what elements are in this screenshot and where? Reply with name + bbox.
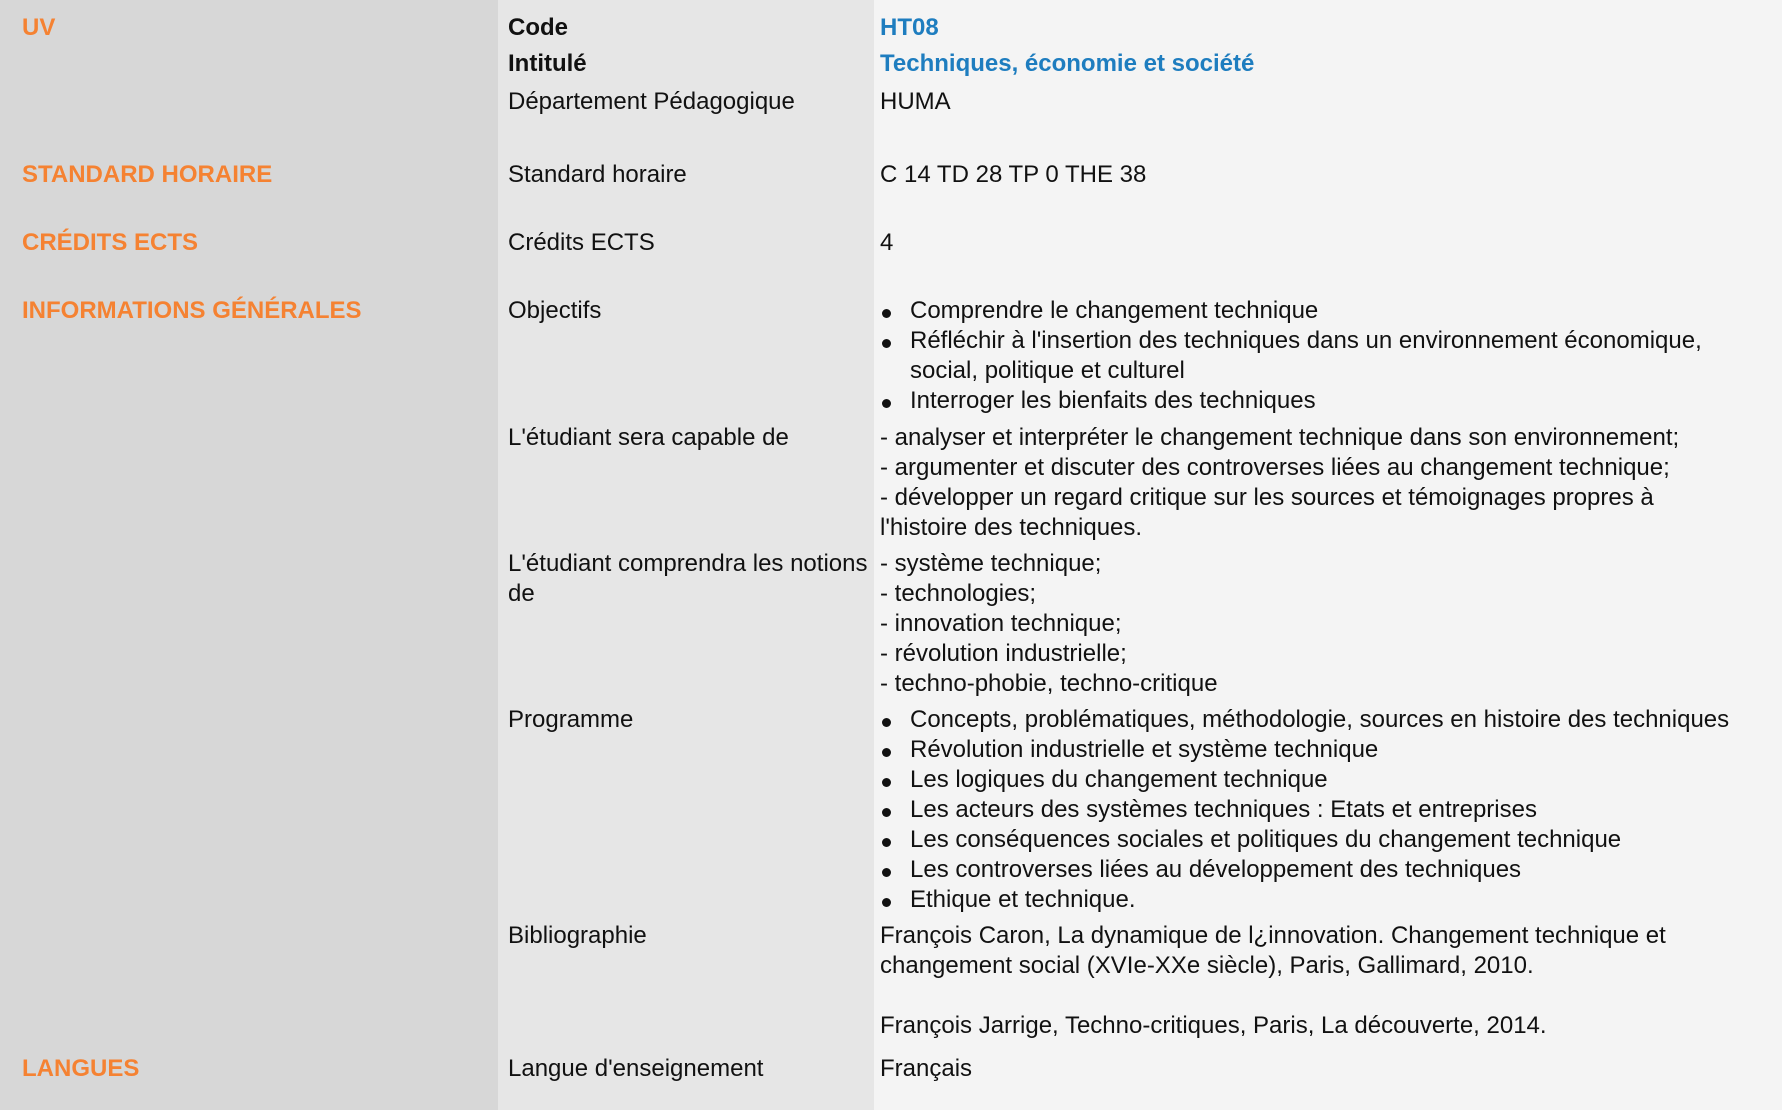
list-item: Les acteurs des systèmes techniques : Etats et entreprises <box>880 795 1729 825</box>
value-credits-ects: 4 <box>880 229 894 256</box>
label-bibliographie: Bibliographie <box>508 922 647 949</box>
section-standard-horaire: STANDARD HORAIRE <box>22 161 273 188</box>
list-item: - développer un regard critique sur les sources et témoignages propres à <box>880 484 1654 511</box>
list-item: Réfléchir à l'insertion des techniques dans un environnement économique, <box>880 326 1702 356</box>
value-standard-horaire: C 14 TD 28 TP 0 THE 38 <box>880 161 1147 188</box>
list-item: Concepts, problématiques, méthodologie, sources en histoire des techniques <box>880 705 1729 735</box>
section-credits-ects: CRÉDITS ECTS <box>22 229 199 256</box>
label-credits-ects: Crédits ECTS <box>508 229 655 256</box>
label-capable: L'étudiant sera capable de <box>508 424 789 451</box>
label-programme: Programme <box>508 706 634 733</box>
value-langue: Français <box>880 1055 973 1082</box>
list-item: Interroger les bienfaits des techniques <box>880 386 1702 416</box>
label-objectifs: Objectifs <box>508 297 602 324</box>
section-langues: LANGUES <box>22 1055 140 1082</box>
value-departement: HUMA <box>880 88 951 115</box>
notions-list <box>880 549 1218 699</box>
label-langue: Langue d'enseignement <box>508 1055 764 1082</box>
label-standard-horaire: Standard horaire <box>508 161 687 188</box>
value-code: HT08 <box>880 14 939 41</box>
capable-list <box>880 423 1679 543</box>
list-item: Les logiques du changement technique <box>880 765 1729 795</box>
list-item: l'histoire des techniques. <box>880 514 1143 541</box>
value-intitule: Techniques, économie et société <box>880 50 1255 77</box>
bibliographie-list <box>880 921 1666 1041</box>
list-item: - analyser et interpréter le changement technique dans son environnement; <box>880 424 1680 451</box>
list-item: - innovation technique; <box>880 610 1122 637</box>
label-notions-cont: de <box>508 580 535 607</box>
label-intitule: Intitulé <box>508 50 587 77</box>
objectifs-list <box>880 296 1702 416</box>
label-departement: Département Pédagogique <box>508 88 795 115</box>
label-code: Code <box>508 14 568 41</box>
list-item: - technologies; <box>880 580 1037 607</box>
list-item: - argumenter et discuter des controverses liées au changement technique; <box>880 454 1670 481</box>
list-item: Ethique et technique. <box>880 885 1729 915</box>
list-item: Les controverses liées au développement des techniques <box>880 855 1729 885</box>
section-informations-generales: INFORMATIONS GÉNÉRALES <box>22 297 362 324</box>
section-uv: UV <box>22 14 56 41</box>
programme-list <box>880 705 1729 915</box>
list-item: - révolution industrielle; <box>880 640 1127 667</box>
list-item: - système technique; <box>880 550 1102 577</box>
list-item-continuation: social, politique et culturel <box>910 357 1185 384</box>
list-item: Les conséquences sociales et politiques du changement technique <box>880 825 1729 855</box>
list-item: Comprendre le changement technique <box>880 296 1702 326</box>
list-item: Révolution industrielle et système technique <box>880 735 1729 765</box>
label-notions: L'étudiant comprendra les notions <box>508 550 868 577</box>
bibliography-line: François Jarrige, Techno-critiques, Paris, La découverte, 2014. <box>880 1012 1547 1039</box>
spacer <box>880 981 1666 1011</box>
bibliography-line: François Caron, La dynamique de l¿innovation. Changement technique et <box>880 922 1666 949</box>
bibliography-line: changement social (XVIe-XXe siècle), Paris, Gallimard, 2010. <box>880 952 1534 979</box>
list-item: - techno-phobie, techno-critique <box>880 670 1218 697</box>
